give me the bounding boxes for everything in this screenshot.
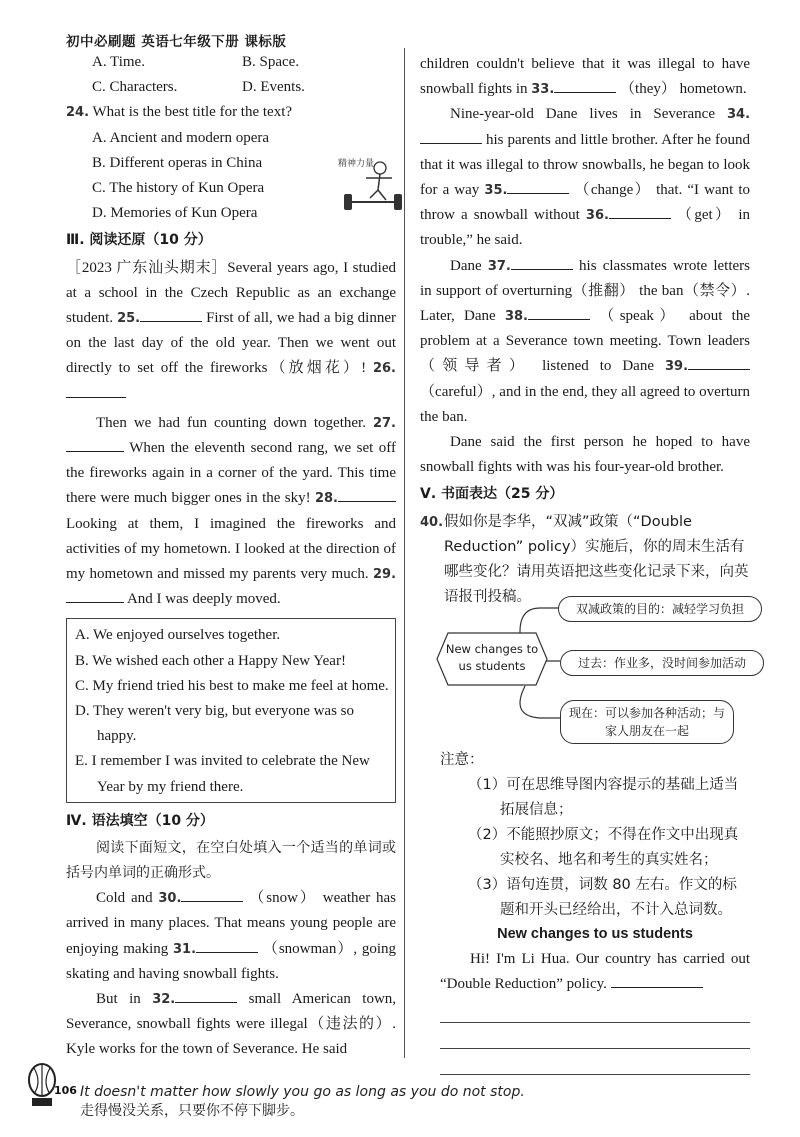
essay-title: New changes to us students [497,926,693,942]
grammar-paragraph: Nine-year-old Dane lives in Severance 34. his parents and little brother. After he found that it was illegal to throw snowballs, he began to look for a way 35. （change） that. “I want to throw a snowball without 36. （get） in trouble,” he said. [420,106,751,249]
answer-blank[interactable] [338,487,396,502]
grammar-paragraph: children couldn't believe that it was illegal to have snowball fights in 33. （they） hometown. [420,56,750,98]
writing-line[interactable] [611,973,703,988]
options-box [66,618,396,802]
grammar-paragraph: Cold and 30. （snow） weather has arrived in many places. That means young people are enjoying making 31. （snowman）, going skating and having snowball fights. [66,886,396,987]
q23-options-row2 [66,75,396,100]
option: C. The history of Kun Opera [92,180,265,197]
writing-line[interactable] [440,1049,750,1075]
writing-line[interactable] [440,997,750,1023]
notes-block [440,748,750,923]
right-column [420,52,750,610]
answer-blank[interactable] [528,305,590,320]
option: A. Time. [92,54,145,70]
footer-quote [80,1083,525,1121]
mind-map-branch: 现在：可以参加各种活动；与家人朋友在一起 [560,700,734,744]
weightlifter-sticker-icon [336,154,406,216]
passage-paragraph: ［2023 广东汕头期末］Several years ago, I studied at a school in the Czech Republic as an exchange student. 25. First of all, we had a big dinner on the last day of the old year. Then we went out directly to set off the fireworks（放烟花）! 26. [66,256,396,407]
question-number: 40. [420,514,444,530]
box-option: E. I remember I was invited to celebrate the New Year by my friend there. [75,753,370,795]
sticker-label: 精神力量 [338,159,375,169]
section-4-instruction: 阅读下面短文，在空白处填入一个适当的单词或括号内单词的正确形式。 [66,840,396,882]
essay-area [440,922,750,1075]
essay-start: Hi! I'm Li Hua. Our country has carried out “Double Reduction” policy. [440,951,750,992]
answer-blank[interactable] [181,887,243,902]
option: A. Ancient and modern opera [92,129,270,146]
note-item: （2）不能照抄原文；不得在作文中出现真实校名、地名和考生的真实姓名； [468,827,739,868]
answer-blank[interactable] [420,129,482,144]
q23-options-row1 [66,50,396,75]
answer-blank[interactable] [66,437,124,452]
question-24 [66,100,396,125]
grammar-paragraph: Dane 37. his classmates wrote letters in support of overturning（推翻） the ban（禁令）. Later, Dane 38. （speak） about the problem at a Severance town meeting. Town leaders（领导者） listened to Dane 39. （careful）, and in the end, they all agreed to overturn the ban. [420,254,750,430]
mind-map-branch: 过去：作业多，没时间参加活动 [560,650,764,676]
grammar-paragraph: But in 32. small American town, Severance, snowball fights were illegal（违法的）. Kyle works for the town of Severance. He said [66,987,396,1063]
center-label: New changes to us students [445,642,539,673]
answer-blank[interactable] [507,179,569,194]
note-item: （3）语句连贯，词数 80 左右。作文的标题和开头已经给出，不计入总词数。 [468,877,737,918]
answer-blank[interactable] [66,588,124,603]
quote-english: It doesn't matter how slowly you go as long as you do not stop. [80,1084,525,1100]
section-3-title: Ⅲ. 阅读还原（10 分） [66,232,212,249]
question-40 [420,510,750,610]
answer-blank[interactable] [688,355,750,370]
mind-map-center [436,632,546,684]
option: B. Space. [242,54,300,70]
notes-title: 注意： [440,752,484,768]
section-5-title: Ⅴ. 书面表达（25 分） [420,486,564,503]
passage-paragraph: Then we had fun counting down together. 27. When the eleventh second rang, we set off the fireworks again in a corner of the yard. This time there were much bigger ones in the sky! 28. Looking at them, I imagined the fireworks and activities of my hometown. I looked at the direction of my hometown and missed my parents very much. 29. And I was deeply moved. [66,414,397,608]
option: B. Different operas in China [92,154,263,171]
box-option: D. They weren't very big, but everyone was so happy. [75,703,355,745]
question-number: 24. [66,105,90,121]
answer-blank[interactable] [66,383,126,398]
option: C. Characters. [92,79,178,96]
answer-blank[interactable] [609,204,671,219]
quote-chinese: 走得慢没关系，只要你不停下脚步。 [80,1103,304,1119]
answer-blank[interactable] [511,255,573,270]
box-option: C. My friend tried his best to make me feel at home. [75,677,389,694]
mind-map-branch: 双减政策的目的：减轻学习负担 [558,596,762,622]
page-number: 106 [54,1084,77,1097]
box-option: B. We wished each other a Happy New Year! [75,652,346,669]
writing-line[interactable] [440,1023,750,1049]
box-option: A. We enjoyed ourselves together. [75,627,281,644]
page-header: 初中必刷题 英语七年级下册 课标版 [66,34,287,50]
answer-blank[interactable] [140,307,202,322]
question-stem: What is the best title for the text? [92,104,293,121]
answer-blank[interactable] [554,78,616,93]
option: D. Events. [242,79,305,96]
answer-blank[interactable] [196,938,258,953]
section-4-title: Ⅳ. 语法填空（10 分） [66,812,214,829]
page-number-balloon-icon [20,1062,77,1108]
question-40-prompt: 假如你是李华，“双减”政策（“Double Reduction” policy）实施后，你的周末生活有哪些变化？请用英语把这些变化记录下来，向英语报刊投稿。 [444,513,749,605]
grammar-paragraph: Dane said the first person he hoped to have snowball fights with was his four-year-old brother. [420,434,750,476]
option: D. Memories of Kun Opera [92,205,258,222]
answer-blank[interactable] [175,988,237,1003]
note-item: （1）可在思维导图内容提示的基础上适当拓展信息； [468,777,739,818]
